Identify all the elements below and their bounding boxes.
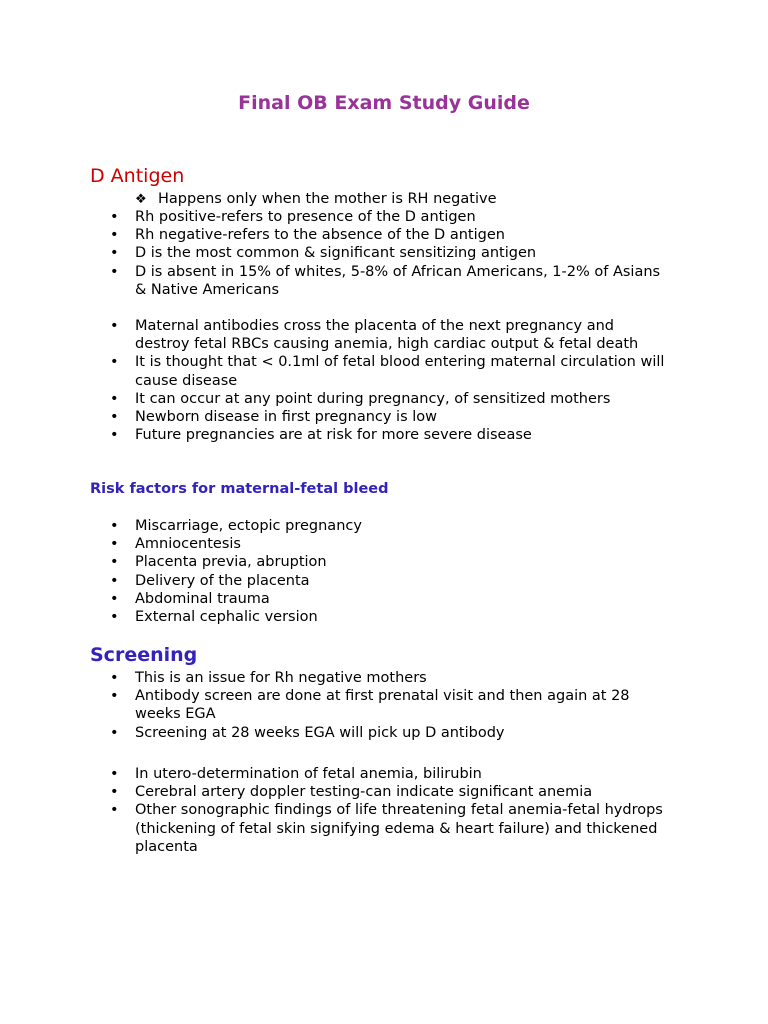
- list-item-text: D is absent in 15% of whites, 5-8% of African Americans, 1-2% of Asians & Native Americans: [135, 263, 661, 298]
- list-item: [0, 353, 670, 389]
- list-item: [0, 517, 670, 535]
- list-item-text: Newborn disease in first pregnancy is low: [135, 409, 438, 426]
- bullet-icon: •: [110, 590, 119, 607]
- bullet-icon: •: [110, 263, 119, 280]
- d-antigen-list-1: [0, 208, 768, 299]
- risk-factors-list: [0, 517, 768, 626]
- list-item-text: Abdominal trauma: [135, 590, 270, 607]
- list-item-text: It can occur at any point during pregnancy, of sensitized mothers: [135, 390, 611, 407]
- list-item: [0, 426, 670, 444]
- list-item-text: D is the most common & significant sensitizing antigen: [135, 245, 537, 262]
- list-item-text: Future pregnancies are at risk for more severe disease: [135, 427, 532, 444]
- list-item-text: Delivery of the placenta: [135, 572, 310, 589]
- bullet-icon: •: [110, 766, 119, 782]
- section-heading-risk-factors: Risk factors for maternal-fetal bleed: [90, 481, 389, 497]
- bullet-icon: •: [110, 609, 119, 626]
- list-item: [0, 244, 670, 262]
- list-item-text: Amniocentesis: [135, 536, 241, 553]
- list-item-text: Maternal antibodies cross the placenta of the next pregnancy and destroy fetal RBCs causing anemia, high cardiac output & fetal death: [135, 318, 639, 353]
- bullet-icon: •: [110, 536, 119, 553]
- list-item: [0, 687, 670, 723]
- bullet-icon: •: [110, 670, 119, 686]
- bullet-icon: •: [110, 354, 119, 371]
- list-item: [0, 263, 670, 299]
- bullet-icon: •: [110, 554, 119, 571]
- screening-list-1: [0, 669, 768, 742]
- list-item: [0, 408, 670, 426]
- diamond-item-text: Happens only when the mother is RH negative: [158, 191, 497, 207]
- list-item-text: Rh positive-refers to presence of the D antigen: [135, 209, 476, 225]
- list-item-text: Cerebral artery doppler testing-can indicate significant anemia: [135, 784, 593, 801]
- list-item: [0, 226, 670, 244]
- bullet-icon: •: [110, 802, 119, 819]
- bullet-icon: •: [110, 427, 119, 444]
- list-item-text: Screening at 28 weeks EGA will pick up D antibody: [135, 724, 505, 741]
- list-item: [0, 724, 670, 742]
- bullet-icon: •: [110, 209, 119, 225]
- list-item: [0, 669, 670, 687]
- list-item-text: Antibody screen are done at first prenatal visit and then again at 28 weeks EGA: [135, 688, 630, 723]
- bullet-icon: •: [110, 572, 119, 589]
- list-item-text: Other sonographic findings of life threatening fetal anemia-fetal hydrops (thickening of fetal skin signifying edema & heart failure) and thickened placenta: [135, 802, 663, 855]
- list-item-text: Miscarriage, ectopic pregnancy: [135, 518, 362, 534]
- bullet-icon: •: [110, 390, 119, 407]
- list-item: [0, 783, 670, 801]
- list-item: [0, 801, 670, 856]
- list-item-text: It is thought that < 0.1ml of fetal blood entering maternal circulation will cause disease: [135, 354, 665, 389]
- list-item-text: External cephalic version: [135, 609, 318, 626]
- bullet-icon: •: [110, 409, 119, 426]
- bullet-icon: •: [110, 518, 119, 534]
- list-item: [0, 535, 670, 553]
- list-item-text: Placenta previa, abruption: [135, 554, 327, 571]
- screening-list-2: [0, 765, 768, 856]
- bullet-icon: •: [110, 318, 119, 334]
- section-heading-d-antigen: D Antigen: [90, 165, 185, 187]
- list-item-text: This is an issue for Rh negative mothers: [135, 670, 427, 686]
- list-item: [0, 390, 670, 408]
- bullet-icon: •: [110, 688, 119, 705]
- diamond-list-item: [135, 190, 496, 209]
- bullet-icon: •: [110, 784, 119, 801]
- diamond-bullet-icon: ❖: [135, 192, 147, 207]
- list-item: [0, 572, 670, 590]
- list-item: [0, 208, 670, 226]
- list-item: [0, 608, 670, 626]
- d-antigen-list-2: [0, 317, 768, 444]
- list-item: [0, 590, 670, 608]
- list-item-text: In utero-determination of fetal anemia, bilirubin: [135, 766, 482, 782]
- list-item: [0, 765, 670, 783]
- section-heading-screening: Screening: [90, 644, 198, 666]
- bullet-icon: •: [110, 724, 119, 741]
- list-item: [0, 553, 670, 571]
- page-title: Final OB Exam Study Guide: [238, 92, 530, 114]
- bullet-icon: •: [110, 245, 119, 262]
- list-item-text: Rh negative-refers to the absence of the D antigen: [135, 227, 505, 244]
- bullet-icon: •: [110, 227, 119, 244]
- list-item: [0, 317, 670, 353]
